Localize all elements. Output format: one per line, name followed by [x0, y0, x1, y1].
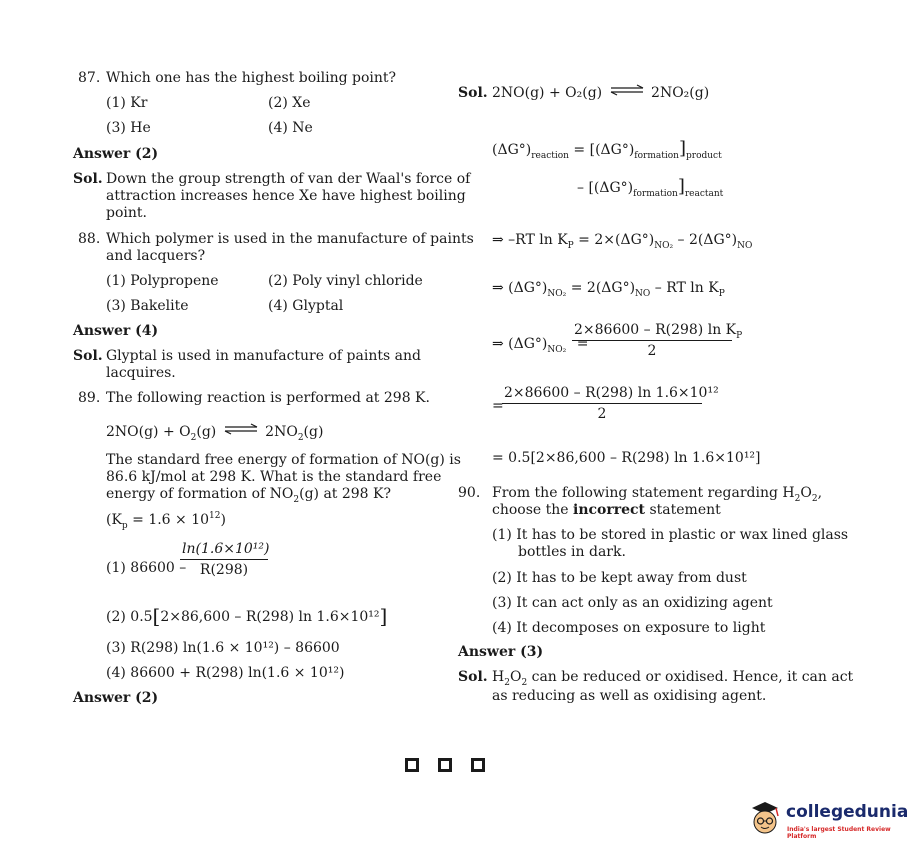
- q87-option-1: (1) Kr: [106, 95, 148, 111]
- page-marker-square-icon: [471, 758, 485, 772]
- q90-answer: Answer (3): [458, 644, 544, 660]
- q88-option-1: (1) Polypropene: [106, 273, 219, 289]
- equilibrium-arrow-icon: [609, 85, 645, 95]
- brand-tagline: India's largest Student Review Platform: [787, 826, 891, 840]
- q89-text: The following reaction is performed at 298 K.: [106, 390, 430, 406]
- sol89-line-5-numerator: 2×86600 – R(298) $\ln K_P$: [574, 322, 743, 341]
- sol89-line-3: ⇒ –RT $\ln K_P = 2\times(\Delta G^\circ)_{NO_2} - 2(\Delta G^\circ)_{NO}$: [492, 232, 753, 251]
- q89-option-1-numerator: ln(1.6×10¹²): [180, 541, 268, 560]
- sol89-line-6-denominator: 2: [597, 406, 607, 422]
- q90-option-1-cont: bottles in dark.: [518, 544, 626, 560]
- q89-option-1-fraction: [180, 541, 268, 578]
- sol89-label: Sol.: [458, 85, 488, 101]
- q88-sol-line: Glyptal is used in manufacture of paints and: [106, 348, 421, 364]
- q88-sol-line: lacquires.: [106, 365, 176, 381]
- q87-sol-line: point.: [106, 205, 147, 221]
- q89-para-line: The standard free energy of formation of NO(g) is: [106, 452, 461, 468]
- q88-answer: Answer (4): [73, 323, 159, 339]
- q89-option-1-label: (1) 86600 –: [106, 560, 187, 576]
- q90-sol-line-2: as reducing as well as oxidising agent.: [492, 688, 767, 704]
- sol89-line-6-numerator: 2×86600 – R(298) ln 1.6×10¹²: [502, 385, 702, 404]
- q89-para-line: 86.6 kJ/mol at 298 K. What is the standard free: [106, 469, 442, 485]
- q90-option-3: (3) It can act only as an oxidizing agent: [492, 595, 773, 611]
- sol89-line-7: = 0.5[2×86,600 – R(298) ln 1.6×10¹²]: [492, 450, 761, 466]
- q89-number: 89.: [78, 390, 101, 406]
- q88-text-line: Which polymer is used in the manufacture of paints: [106, 231, 474, 247]
- page-marker-square-icon: [438, 758, 452, 772]
- q87-option-2: (2) Xe: [268, 95, 311, 111]
- sol89-line-6-eq: =: [492, 398, 504, 414]
- q88-number: 88.: [78, 231, 101, 247]
- sol89-line-6-fraction: [502, 385, 719, 422]
- sol89-line-2: – $[(\Delta G^\circ)_{formation}]_{reactant}$: [577, 176, 724, 199]
- q90-option-4: (4) It decomposes on exposure to light: [492, 620, 766, 636]
- q87-option-4: (4) Ne: [268, 120, 313, 136]
- q90-text-line-1: From the following statement regarding $H_2O_2$,: [492, 485, 823, 504]
- q89-option-3: (3) R(298) ln(1.6 × 10¹²) – 86600: [106, 640, 340, 656]
- q90-sol-label: Sol.: [458, 669, 488, 685]
- q89-answer: Answer (2): [73, 690, 159, 706]
- brand-name: collegedunia: [786, 802, 908, 822]
- q89-option-4: (4) 86600 + R(298) ln(1.6 × 10¹²): [106, 665, 345, 681]
- sol89-line-5-denominator: 2: [647, 343, 657, 359]
- q88-option-3: (3) Bakelite: [106, 298, 189, 314]
- q87-answer: Answer (2): [73, 146, 159, 162]
- q90-number: 90.: [458, 485, 481, 501]
- sol89-line-5-fraction: [572, 322, 743, 359]
- q90-sol-line-1: $H_2O_2$ can be reduced or oxidised. Hence, it can act: [492, 669, 854, 688]
- q88-option-2: (2) Poly vinyl chloride: [268, 273, 423, 289]
- q89-kp: $(K_p = 1.6 \times 10^{12})$: [106, 511, 226, 531]
- q87-option-3: (3) He: [106, 120, 151, 136]
- q87-text: Which one has the highest boiling point?: [106, 70, 397, 86]
- q90-option-2: (2) It has to be kept away from dust: [492, 570, 747, 586]
- q87-sol-label: Sol.: [73, 171, 103, 187]
- q89-reaction: $2NO(g) + O_2(g)$ $2NO_2(g)$: [106, 424, 324, 443]
- q90-text-line-2: choose the incorrect statement: [492, 502, 721, 518]
- sol89-reaction: 2NO(g) + O₂(g) 2NO₂(g): [492, 85, 710, 101]
- equilibrium-arrow-icon: [223, 424, 259, 434]
- q88-option-4: (4) Glyptal: [268, 298, 344, 314]
- q88-text-line: and lacquers?: [106, 248, 206, 264]
- q89-option-2: (2) 0.5[2×86,600 – R(298) ln 1.6×10¹²]: [106, 604, 388, 628]
- q88-sol-label: Sol.: [73, 348, 103, 364]
- sol89-line-5-left: ⇒ $(\Delta G^\circ)_{NO_2}$ =: [492, 336, 589, 355]
- q90-option-1: (1) It has to be stored in plastic or wax lined glass: [492, 527, 849, 543]
- sol89-line-1: $(\Delta G^\circ)_{reaction} = [(\Delta G^\circ)_{formation}]_{product}$: [492, 138, 722, 161]
- q89-option-1-denominator: R(298): [199, 562, 249, 578]
- page-marker-square-icon: [405, 758, 419, 772]
- q87-sol-line: Down the group strength of van der Waal's force of: [106, 171, 471, 187]
- q87-sol-line: attraction increases hence Xe have highest boiling: [106, 188, 466, 204]
- q89-para-line: energy of formation of $NO_2(g)$ at 298 K?: [106, 486, 392, 505]
- collegedunia-mascot-logo-icon: [748, 800, 782, 836]
- q87-number: 87.: [78, 70, 101, 86]
- sol89-line-4: ⇒ $(\Delta G^\circ)_{NO_2} = 2(\Delta G^\circ)_{NO}$ – RT $\ln K_P$: [492, 280, 725, 299]
